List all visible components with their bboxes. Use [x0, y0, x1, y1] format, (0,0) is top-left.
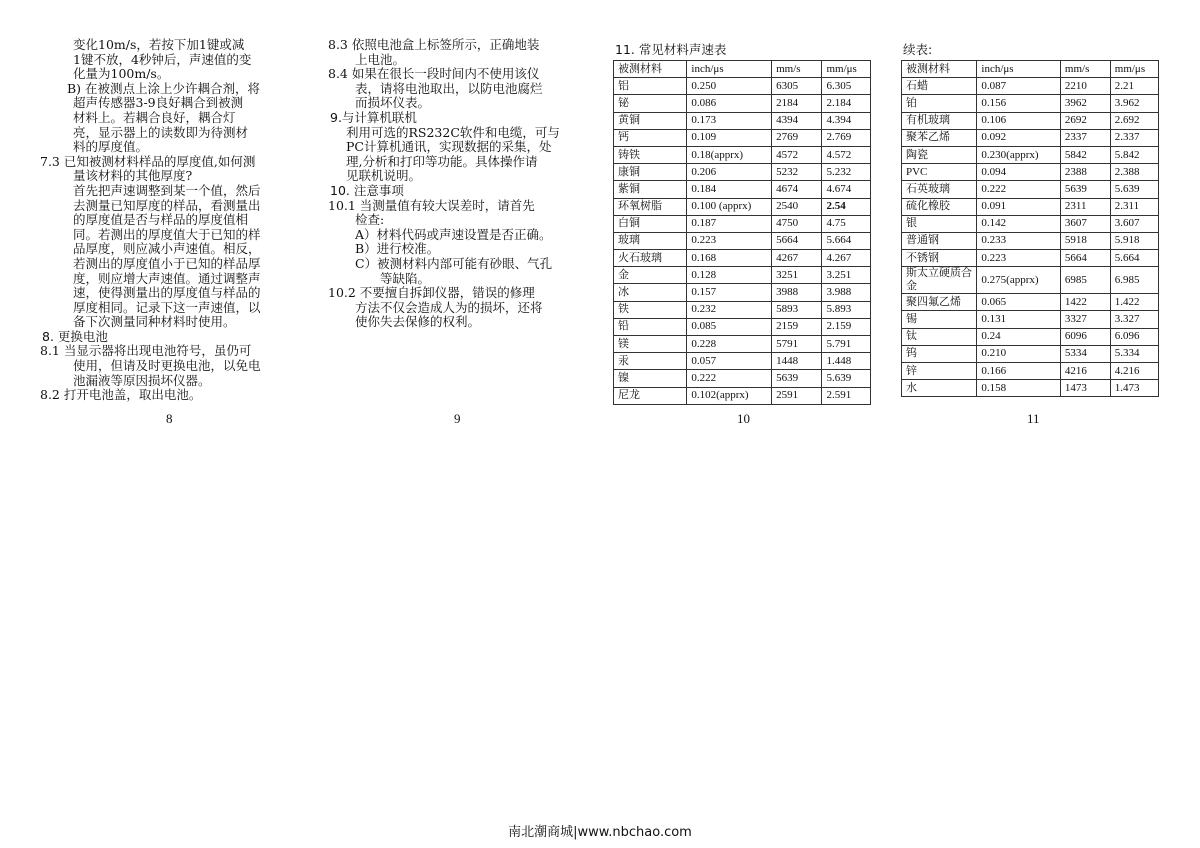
table-cell: 3.251: [822, 267, 871, 284]
table-row: [614, 370, 871, 387]
text-line: 变化10m/s，若按下加1键或减: [73, 37, 245, 52]
table-row: [614, 215, 871, 232]
table-cell: 不锈钢: [902, 250, 977, 267]
table-row: [902, 363, 1159, 380]
table-cell: 4394: [772, 112, 822, 129]
table-cell: 2591: [772, 387, 822, 404]
text-line: 利用可选的RS232C软件和电缆，可与: [346, 124, 560, 140]
table-header-cell: 被测材料: [614, 61, 687, 78]
table-cell: 3607: [1060, 215, 1110, 232]
table-cell: 5.232: [822, 164, 871, 181]
table-cell: 0.223: [687, 232, 772, 249]
text-line: 池漏液等原因损坏仪器。: [73, 372, 211, 388]
table-cell: 0.100 (apprx): [687, 198, 772, 215]
text-line: 去测量已知厚度的样品，看测量出: [73, 197, 261, 213]
text-line: 速，使得测量出的厚度值与样品的: [73, 285, 261, 301]
table-cell: 2.54: [822, 198, 871, 215]
table-cell: 5.842: [1110, 146, 1158, 163]
table-cell: 尼龙: [614, 387, 687, 404]
table-cell: 3962: [1060, 95, 1110, 112]
table-cell: 0.142: [977, 215, 1061, 232]
text-line: 化量为100m/s。: [73, 66, 170, 82]
table-cell: 0.206: [687, 164, 772, 181]
table-cell: PVC: [902, 164, 977, 181]
page-8-column: [40, 38, 302, 403]
table-cell: 5.918: [1110, 232, 1158, 249]
table-cell: 0.128: [687, 267, 772, 284]
text-line: 品厚度，则应减小声速值。相反，: [73, 241, 261, 257]
table-row: [902, 129, 1159, 146]
table-row: [614, 129, 871, 146]
table-cell: 1.422: [1110, 294, 1158, 311]
table-cell: 2769: [772, 129, 822, 146]
text-line: 而损坏仪表。: [355, 95, 431, 111]
table-row: [614, 353, 871, 370]
table-cell: 0.158: [977, 380, 1061, 397]
table-cell: 铁: [614, 301, 687, 318]
table-cell: 5842: [1060, 146, 1110, 163]
text-line: 使用，但请及时更换电池，以免电: [73, 358, 261, 374]
table-cell: 2692: [1060, 112, 1110, 129]
table-cell: 聚四氟乙烯: [902, 294, 977, 311]
table-cell: 5.893: [822, 301, 871, 318]
table-row: [614, 146, 871, 163]
table-header-row: [902, 61, 1159, 78]
table-cell: 0.157: [687, 284, 772, 301]
table-row: [902, 380, 1159, 397]
table-cell: 0.166: [977, 363, 1061, 380]
table-cell: 0.094: [977, 164, 1061, 181]
table-cell: 5232: [772, 164, 822, 181]
table-cell: 2388: [1060, 164, 1110, 181]
table-cell: 5.639: [822, 370, 871, 387]
table-row: [902, 328, 1159, 345]
table-cell: 2337: [1060, 129, 1110, 146]
table-cell: 镁: [614, 336, 687, 353]
table-row: [614, 284, 871, 301]
table-cell: 硫化橡胶: [902, 198, 977, 215]
table-row: [614, 387, 871, 404]
table-cell: 0.109: [687, 129, 772, 146]
table-row: [614, 250, 871, 267]
table-cell: 6.096: [1110, 328, 1158, 345]
table-cell: 有机玻璃: [902, 112, 977, 129]
table-cell: 钙: [614, 129, 687, 146]
table-cell: 0.173: [687, 112, 772, 129]
table-row: [614, 198, 871, 215]
text-line: 量该材料的其他厚度?: [73, 168, 193, 184]
table-cell: 0.106: [977, 112, 1061, 129]
table-cell: 锡: [902, 311, 977, 328]
table-cell: 火石玻璃: [614, 250, 687, 267]
sound-velocity-table-continued: [901, 60, 1159, 397]
table-cell: 3.607: [1110, 215, 1158, 232]
table-row: [902, 250, 1159, 267]
table-cell: 斯太立硬质合金: [902, 267, 977, 294]
text-line: 首先把声速调整到某一个值，然后: [73, 182, 261, 198]
table-cell: 0.230(apprx): [977, 146, 1061, 163]
table-cell: 镍: [614, 370, 687, 387]
table-row: [902, 294, 1159, 311]
table-row: [614, 301, 871, 318]
table-cell: 0.156: [977, 95, 1061, 112]
table-cell: 水: [902, 380, 977, 397]
text-line: 使你失去保修的权利。: [355, 314, 481, 330]
table-row: [614, 112, 871, 129]
table-cell: 冰: [614, 284, 687, 301]
footer-watermark: 南北潮商城|www.nbchao.com: [508, 825, 692, 840]
table-cell: 0.275(apprx): [977, 267, 1061, 294]
text-line: PC计算机通讯，实现数据的采集，处: [346, 139, 552, 155]
table-cell: 钨: [902, 345, 977, 362]
table-cell: 6096: [1060, 328, 1110, 345]
table-header-cell: mm/μs: [822, 61, 871, 78]
table-cell: 3988: [772, 284, 822, 301]
table-header-cell: mm/s: [1060, 61, 1110, 78]
text-line: 度，则应增大声速值。通过调整声: [73, 270, 261, 286]
text-line: 10.1 当测量值有较大误差时，请首先: [328, 197, 535, 213]
table-row: [902, 112, 1159, 129]
table-cell: 5664: [772, 232, 822, 249]
table-row: [902, 232, 1159, 249]
page-number-8: 8: [166, 411, 173, 426]
table-cell: 0.210: [977, 345, 1061, 362]
text-line: 若测出的厚度值小于已知的样品厚: [73, 255, 261, 271]
table-cell: 0.057: [687, 353, 772, 370]
table-row: [902, 78, 1159, 95]
table-cell: 3.988: [822, 284, 871, 301]
table-row: [902, 345, 1159, 362]
table-cell: 陶瓷: [902, 146, 977, 163]
table-cell: 石蜡: [902, 78, 977, 95]
table-continued-title: 续表:: [903, 42, 933, 57]
table-cell: 0.223: [977, 250, 1061, 267]
table-cell: 0.085: [687, 318, 772, 335]
table-cell: 0.086: [687, 95, 772, 112]
table-cell: 2.337: [1110, 129, 1158, 146]
table-cell: 0.18(apprx): [687, 146, 772, 163]
table-cell: 0.250: [687, 78, 772, 95]
table-cell: 1448: [772, 353, 822, 370]
table-cell: 5.664: [822, 232, 871, 249]
table-cell: 银: [902, 215, 977, 232]
table-cell: 0.222: [687, 370, 772, 387]
table-cell: 0.087: [977, 78, 1061, 95]
table-cell: 5791: [772, 336, 822, 353]
table-cell: 0.233: [977, 232, 1061, 249]
table-cell: 环氧树脂: [614, 198, 687, 215]
table-cell: 0.24: [977, 328, 1061, 345]
table-cell: 2184: [772, 95, 822, 112]
table-cell: 铸铁: [614, 146, 687, 163]
table-cell: 2.184: [822, 95, 871, 112]
table-row: [902, 164, 1159, 181]
table-cell: 1422: [1060, 294, 1110, 311]
table-row: [614, 232, 871, 249]
table-cell: 2.591: [822, 387, 871, 404]
table-cell: 2.159: [822, 318, 871, 335]
text-line: 表，请将电池取出，以防电池腐烂: [355, 80, 543, 96]
table-cell: 3.327: [1110, 311, 1158, 328]
table-cell: 黄铜: [614, 112, 687, 129]
table-cell: 0.187: [687, 215, 772, 232]
table-row: [902, 198, 1159, 215]
table-row: [614, 267, 871, 284]
table-cell: 4.674: [822, 181, 871, 198]
text-line: 厚度相同。记录下这一声速值，以: [73, 299, 261, 315]
table-header-cell: mm/μs: [1110, 61, 1158, 78]
table-row: [614, 336, 871, 353]
table-cell: 4216: [1060, 363, 1110, 380]
text-line: 10.2 不要擅自拆卸仪器，错误的修理: [328, 285, 535, 301]
table-header-cell: 被测材料: [902, 61, 977, 78]
table-cell: 0.168: [687, 250, 772, 267]
table-cell: 0.091: [977, 198, 1061, 215]
section-10-heading: 10. 注意事项: [330, 182, 404, 198]
table-cell: 5.791: [822, 336, 871, 353]
table-row: [614, 95, 871, 112]
table-cell: 铂: [902, 95, 977, 112]
table-row: [614, 181, 871, 198]
table-cell: 5334: [1060, 345, 1110, 362]
page-number-9: 9: [454, 411, 461, 426]
table-cell: 5893: [772, 301, 822, 318]
table-cell: 6.305: [822, 78, 871, 95]
table-title: 11. 常见材料声速表: [615, 42, 727, 57]
table-cell: 2311: [1060, 198, 1110, 215]
table-cell: 2.21: [1110, 78, 1158, 95]
table-cell: 铋: [614, 95, 687, 112]
table-body: [902, 61, 1159, 397]
table-cell: 4.572: [822, 146, 871, 163]
table-cell: 0.092: [977, 129, 1061, 146]
section-8-heading: 8. 更换电池: [42, 328, 108, 344]
text-line: 上电池。: [355, 51, 406, 67]
table-cell: 铅: [614, 318, 687, 335]
table-row: [902, 95, 1159, 112]
text-line: A）材料代码或声速设置是否正确。: [355, 226, 552, 242]
table-cell: 4572: [772, 146, 822, 163]
table-cell: 钛: [902, 328, 977, 345]
table-cell: 1.448: [822, 353, 871, 370]
page-number-11: 11: [1027, 411, 1040, 426]
table-cell: 4674: [772, 181, 822, 198]
text-line: 8.3 依照电池盒上标签所示，正确地装: [328, 37, 540, 52]
table-cell: 0.228: [687, 336, 772, 353]
text-line: 8.2 打开电池盖，取出电池。: [40, 387, 202, 403]
table-cell: 汞: [614, 353, 687, 370]
table-cell: 4.75: [822, 215, 871, 232]
table-cell: 石英玻璃: [902, 181, 977, 198]
table-cell: 3327: [1060, 311, 1110, 328]
text-line: 料的厚度值。: [73, 139, 149, 155]
table-cell: 6305: [772, 78, 822, 95]
table-cell: 白铜: [614, 215, 687, 232]
table-cell: 0.131: [977, 311, 1061, 328]
table-cell: 3.962: [1110, 95, 1158, 112]
table-cell: 4.216: [1110, 363, 1158, 380]
table-cell: 金: [614, 267, 687, 284]
table-cell: 2159: [772, 318, 822, 335]
table-cell: 0.222: [977, 181, 1061, 198]
table-cell: 0.065: [977, 294, 1061, 311]
table-header-cell: mm/s: [772, 61, 822, 78]
text-line: C）被测材料内部可能有砂眼、气孔: [355, 255, 553, 271]
text-line: 的厚度值是否与样品的厚度值相: [73, 212, 249, 228]
text-line: 检查:: [355, 212, 385, 228]
table-cell: 聚苯乙烯: [902, 129, 977, 146]
table-row: [902, 311, 1159, 328]
table-cell: 5918: [1060, 232, 1110, 249]
text-line: B) 在被测点上涂上少许耦合剂，将: [67, 80, 261, 96]
table-header-cell: inch/μs: [977, 61, 1061, 78]
table-cell: 4267: [772, 250, 822, 267]
table-cell: 3251: [772, 267, 822, 284]
table-cell: 2.311: [1110, 198, 1158, 215]
table-cell: 1.473: [1110, 380, 1158, 397]
table-row: [902, 267, 1159, 294]
table-header-cell: inch/μs: [687, 61, 772, 78]
text-line: 8.4 如果在很长一段时间内不使用该仪: [328, 66, 540, 82]
text-line: 1键不放，4秒钟后，声速值的变: [73, 51, 252, 67]
table-cell: 5664: [1060, 250, 1110, 267]
section-9-heading: 9.与计算机联机: [330, 109, 417, 125]
text-line: B）进行校准。: [355, 241, 440, 257]
table-cell: 2.769: [822, 129, 871, 146]
page-number-10: 10: [737, 411, 750, 426]
table-cell: 0.232: [687, 301, 772, 318]
table-header-row: [614, 61, 871, 78]
table-cell: 5639: [1060, 181, 1110, 198]
table-row: [614, 164, 871, 181]
table-cell: 2.388: [1110, 164, 1158, 181]
text-line: 方法不仅会造成人为的损坏，还将: [355, 299, 543, 315]
table-cell: 2.692: [1110, 112, 1158, 129]
table-cell: 5.334: [1110, 345, 1158, 362]
table-cell: 4.267: [822, 250, 871, 267]
table-cell: 康铜: [614, 164, 687, 181]
table-row: [902, 146, 1159, 163]
section-7-3-heading: 7.3 已知被测材料样品的厚度值,如何测: [40, 153, 256, 169]
table-cell: 1473: [1060, 380, 1110, 397]
table-cell: 6.985: [1110, 267, 1158, 294]
table-cell: 4.394: [822, 112, 871, 129]
table-cell: 0.102(apprx): [687, 387, 772, 404]
table-row: [614, 78, 871, 95]
table-cell: 5.639: [1110, 181, 1158, 198]
table-cell: 2540: [772, 198, 822, 215]
text-line: 见联机说明。: [346, 168, 422, 184]
table-row: [902, 181, 1159, 198]
text-line: 材料上。若耦合良好，耦合灯: [73, 109, 236, 125]
table-cell: 5639: [772, 370, 822, 387]
text-line: 同。若测出的厚度值大于已知的样: [73, 226, 261, 242]
table-row: [902, 215, 1159, 232]
table-row: [614, 318, 871, 335]
text-line: 备下次测量同种材料时使用。: [73, 314, 236, 330]
sound-velocity-table: [613, 60, 871, 405]
table-cell: 铝: [614, 78, 687, 95]
table-cell: 5.664: [1110, 250, 1158, 267]
table-cell: 玻璃: [614, 232, 687, 249]
table-cell: 0.184: [687, 181, 772, 198]
table-body: [614, 61, 871, 405]
table-cell: 2210: [1060, 78, 1110, 95]
text-line: 亮，显示器上的读数即为待测材: [73, 124, 249, 140]
text-line: 8.1 当显示器将出现电池符号，虽仍可: [40, 343, 252, 359]
text-line: 等缺陷。: [380, 270, 431, 286]
text-line: 理,分析和打印等功能。具体操作请: [346, 153, 538, 169]
table-cell: 4750: [772, 215, 822, 232]
table-cell: 6985: [1060, 267, 1110, 294]
page-9-column: [328, 38, 590, 330]
table-cell: 普通钢: [902, 232, 977, 249]
text-line: 超声传感器3-9良好耦合到被测: [73, 95, 244, 111]
table-cell: 锌: [902, 363, 977, 380]
table-cell: 紫铜: [614, 181, 687, 198]
